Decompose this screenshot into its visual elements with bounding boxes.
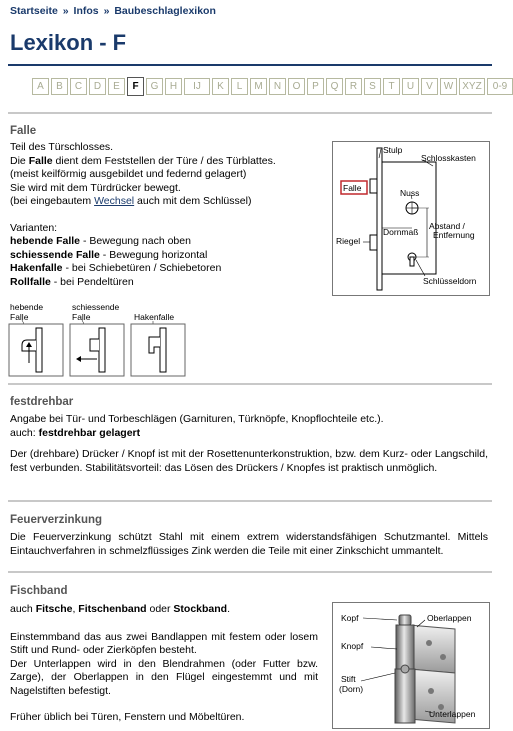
letter-tab-m[interactable]: M — [250, 78, 267, 95]
falle-label: Falle — [343, 183, 362, 193]
fischband-term: Stockband — [173, 603, 228, 615]
breadcrumb-current-link[interactable]: Baubeschlaglexikon — [114, 5, 216, 17]
fischband-line-text: , — [72, 603, 79, 615]
letter-tab-g[interactable]: G — [146, 78, 163, 95]
fischband-line-text: auch — [10, 603, 36, 615]
schluesseldorn-label: Schlüsseldorn — [423, 276, 477, 286]
letter-tab-p[interactable]: P — [307, 78, 324, 95]
latch-bolt — [370, 179, 377, 193]
oberlappen-label: Oberlappen — [427, 613, 472, 623]
festdrehbar-term: festdrehbar gelagert — [38, 426, 141, 439]
letter-tab-r[interactable]: R — [345, 78, 362, 95]
letter-tab-f[interactable]: F — [127, 77, 144, 96]
variant-desc: - Bewegung nach oben — [80, 235, 191, 247]
lock-diagram-svg — [333, 142, 489, 295]
letter-tab-ij[interactable]: IJ — [184, 78, 210, 95]
falle-line: Teil des Türschlosses. — [10, 141, 114, 153]
letter-tab-u[interactable]: U — [402, 78, 419, 95]
variant-item — [10, 276, 276, 290]
latch-label: schiessende — [72, 302, 120, 312]
spacer — [10, 209, 276, 222]
riegel-label: Riegel — [336, 236, 361, 246]
variant-name: hebende Falle — [10, 235, 81, 247]
festdrehbar-paragraph: Der (drehbare) Drücker / Knopf ist mit der Rosettenunterkonstruktion, bzw. dem Kurz- oder Langschild, fest verbunden. Stabilitätsvorteil: das Lösen des Drückers / Knopfes ist praktisch unmöglich. — [10, 448, 488, 474]
festdrehbar-line-text: auch: — [10, 426, 39, 439]
fischband-heading: Fischband — [10, 585, 68, 597]
upper-leaf — [409, 625, 455, 673]
variant-name: schiessende Falle — [10, 248, 100, 261]
stift-label: Stift — [341, 674, 356, 684]
fischband-paragraph: Früher üblich bei Türen, Fenstern und Möbeltüren. — [10, 711, 245, 723]
spacer — [10, 698, 318, 711]
fischband-term: Fitsche — [35, 603, 73, 615]
latch-label: hebende — [10, 302, 44, 312]
wechsel-link[interactable]: Wechsel — [94, 195, 135, 207]
dead-bolt — [370, 235, 377, 250]
letter-tab-n[interactable]: N — [269, 78, 286, 95]
letter-tab-b[interactable]: B — [51, 78, 68, 95]
keyhole-slot — [410, 257, 414, 266]
letter-tab-l[interactable]: L — [231, 78, 248, 95]
fischband-term: Fitschenband — [78, 603, 147, 615]
fischband-diagram — [332, 602, 490, 729]
festdrehbar-line: Angabe bei Tür- und Torbeschlägen (Garnituren, Türknöpfe, Knopflochteile etc.). — [10, 413, 384, 425]
breadcrumb-home-link[interactable]: Startseite — [10, 5, 58, 17]
fischband-paragraph: Einstemmband das aus zwei Bandlappen mit festem oder losem Stift und Rund- oder Zierköpfen besteht. — [10, 630, 318, 656]
hakenfalle-box — [131, 324, 185, 376]
letter-tab-xyz[interactable]: XYZ — [459, 78, 485, 95]
hebende-plate — [36, 328, 42, 372]
letter-navigation — [32, 78, 513, 96]
entfernung-label: Entfernung — [433, 230, 475, 240]
letter-tab-0-9[interactable]: 0-9 — [487, 78, 513, 95]
schiessende-plate — [99, 328, 105, 372]
hinge-head — [399, 615, 411, 625]
unterlappen-label: Unterlappen — [429, 709, 476, 719]
variant-name: Hakenfalle — [10, 262, 63, 274]
fischband-line — [10, 603, 318, 617]
variant-item — [10, 235, 276, 249]
letter-tab-e[interactable]: E — [108, 78, 125, 95]
breadcrumb-separator: » — [62, 5, 69, 17]
letter-tab-o[interactable]: O — [288, 78, 305, 95]
falle-text — [10, 141, 276, 289]
letter-tab-k[interactable]: K — [212, 78, 229, 95]
dorn-label: (Dorn) — [339, 684, 364, 694]
festdrehbar-heading: festdrehbar — [10, 396, 74, 408]
schlosskasten-label: Schlosskasten — [421, 153, 476, 163]
section-divider — [8, 383, 492, 385]
falle-term: Falle — [28, 154, 53, 167]
hakenfalle-plate — [160, 328, 166, 372]
letter-tab-v[interactable]: V — [421, 78, 438, 95]
falle-line-text: Die — [10, 154, 29, 167]
nail-hole — [440, 654, 446, 660]
spacer — [10, 440, 488, 448]
spacer — [10, 617, 318, 631]
stulp-plate — [377, 148, 382, 290]
variant-name: Rollfalle — [10, 275, 51, 288]
fischband-line-text: oder — [146, 603, 174, 615]
schiessende-latch — [90, 339, 99, 351]
stift-leader — [361, 673, 395, 681]
breadcrumb-infos-link[interactable]: Infos — [73, 5, 99, 17]
fischband-line-text: . — [227, 603, 231, 615]
feuerverzinkung-text — [10, 531, 488, 558]
variant-desc: - bei Schiebetüren / Schiebetoren — [62, 262, 222, 274]
hinge-barrel-lower — [395, 669, 415, 723]
letter-tab-c[interactable]: C — [70, 78, 87, 95]
page-title: Lexikon - F — [10, 30, 127, 55]
falle-line-text: (bei eingebautem — [10, 195, 95, 207]
letter-tab-d[interactable]: D — [89, 78, 106, 95]
latch-types-svg — [8, 301, 218, 381]
hinge-knob — [401, 665, 409, 673]
letter-tab-t[interactable]: T — [383, 78, 400, 95]
latch-label: Falle — [10, 312, 29, 322]
variants-label: Varianten: — [10, 221, 58, 234]
falle-line: (meist keilförmig ausgebildet und federnd gelagert) — [10, 168, 247, 180]
nail-hole — [426, 640, 432, 646]
festdrehbar-text — [10, 413, 488, 475]
letter-tab-w[interactable]: W — [440, 78, 457, 95]
falle-line-text: dient dem Feststellen der Türe / des Türblattes. — [52, 154, 276, 167]
breadcrumb — [10, 5, 216, 17]
falle-heading: Falle — [10, 125, 37, 137]
letter-tab-s[interactable]: S — [364, 78, 381, 95]
variant-desc: - Bewegung horizontal — [99, 248, 208, 261]
section-divider — [8, 571, 492, 573]
nuss-label: Nuss — [400, 188, 420, 198]
letter-tab-h[interactable]: H — [165, 78, 182, 95]
breadcrumb-separator: » — [103, 5, 110, 17]
kopf-label: Kopf — [341, 613, 359, 623]
feuerverzinkung-paragraph: Die Feuerverzinkung schützt Stahl mit einem extrem widerstandsfähigen Schutzmantel. Mittels Eintauchverfahren in schmelzflüssiges Zink werden die Teile mit einer Zinkschicht ummantelt. — [10, 531, 488, 557]
variant-item — [10, 249, 276, 263]
variant-item — [10, 262, 276, 276]
latch-types-figure — [8, 301, 218, 381]
falle-line-text: auch mit dem Schlüssel) — [134, 195, 252, 207]
hinge-barrel-upper — [396, 625, 414, 669]
falle-line: Sie wird mit dem Türdrücker bewegt. — [10, 181, 181, 194]
fischband-paragraph: Der Unterlappen wird in den Blendrahmen (oder Futter bzw. Zarge), der Oberlappen in den Flügel eingestemmt und mit Nagelstiften befestigt. — [10, 657, 318, 697]
knopf-leader — [371, 647, 397, 649]
abstand-label: Abstand / — [429, 221, 465, 231]
dornmass-label: Dornmaß — [383, 227, 419, 237]
fischband-diagram-svg — [333, 603, 489, 728]
stulp-label: Stulp — [383, 145, 403, 155]
lock-diagram — [332, 141, 490, 296]
festdrehbar-line — [10, 427, 488, 441]
feuerverzinkung-heading: Feuerverzinkung — [10, 514, 103, 526]
falle-line — [10, 155, 276, 169]
latch-label: Falle — [72, 312, 91, 322]
knopf-label: Knopf — [341, 641, 364, 651]
letter-tab-a[interactable]: A — [32, 78, 49, 95]
title-divider — [8, 64, 492, 66]
falle-line — [10, 195, 276, 209]
fischband-text — [10, 603, 318, 725]
section-divider — [8, 112, 492, 114]
variant-desc: - bei Pendeltüren — [50, 275, 134, 288]
kopf-leader — [363, 618, 397, 620]
latch-label: Hakenfalle — [134, 312, 175, 322]
letter-tab-q[interactable]: Q — [326, 78, 343, 95]
section-divider — [8, 500, 492, 502]
nail-hole — [428, 688, 434, 694]
